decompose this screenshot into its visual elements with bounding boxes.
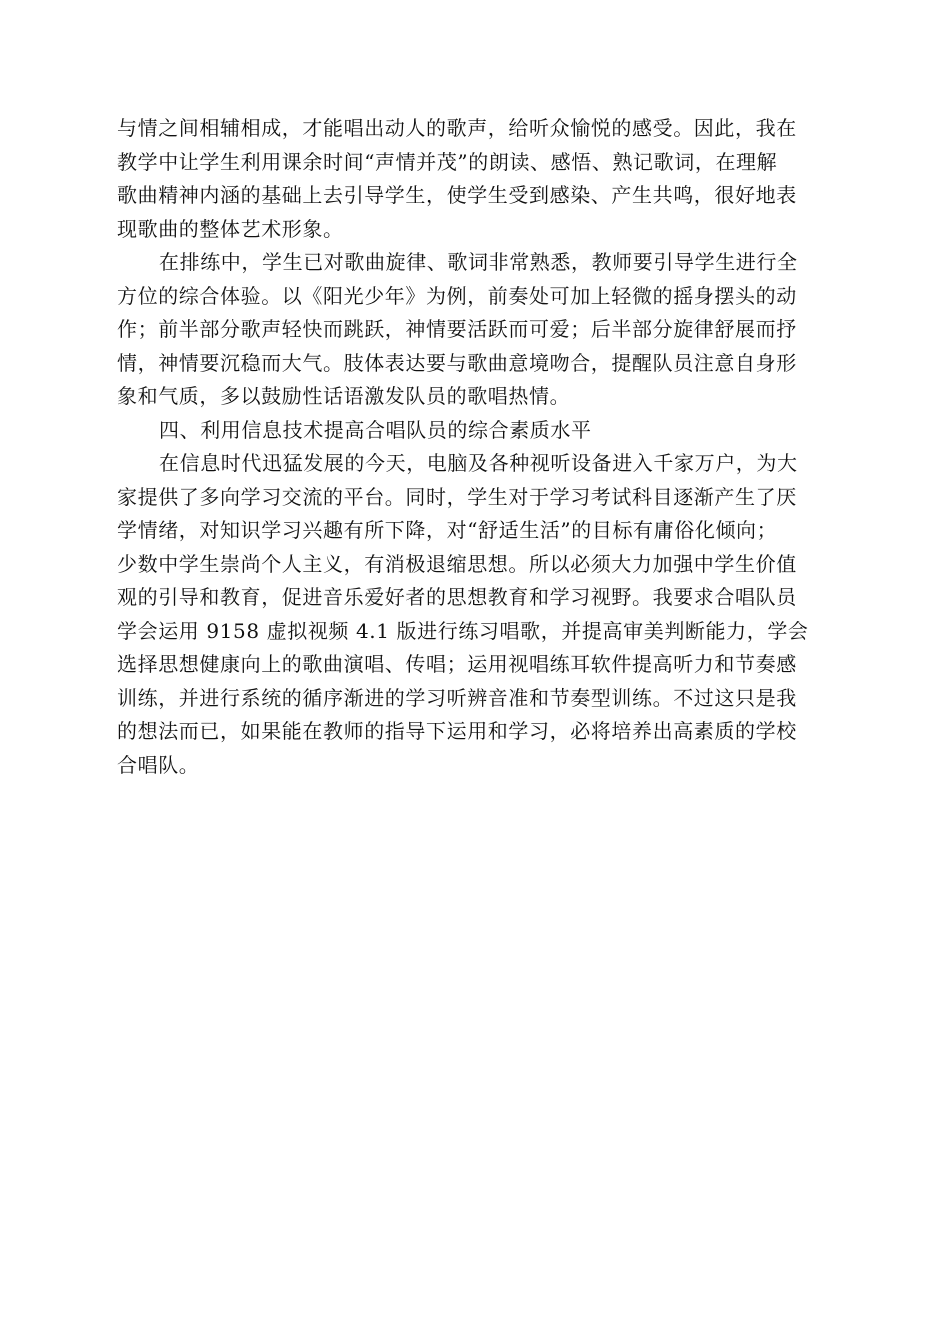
text-line: 观的引导和教育，促进音乐爱好者的思想教育和学习视野。我要求合唱队员: [117, 585, 797, 609]
paragraph-first-line: 在信息时代迅猛发展的今天，电脑及各种视听设备进入千家万户，为大: [159, 451, 798, 475]
text-line: 选择思想健康向上的歌曲演唱、传唱；运用视唱练耳软件提高听力和节奏感: [117, 652, 797, 676]
text-line: 歌曲精神内涵的基础上去引导学生，使学生受到感染、产生共鸣，很好地表: [117, 183, 797, 207]
text-line: 家提供了多向学习交流的平台。同时，学生对于学习考试科目逐渐产生了厌: [117, 484, 797, 509]
text-line: 训练，并进行系统的循序渐进的学习听辨音准和节奏型训练。不过这只是我: [117, 685, 797, 710]
document-page: [117, 112, 835, 782]
paragraph-first-line: 在排练中，学生已对歌曲旋律、歌词非常熟悉，教师要引导学生进行全: [159, 250, 798, 274]
text-line: 方位的综合体验。以《阳光少年》为例，前奏处可加上轻微的摇身摆头的动: [117, 283, 797, 308]
text-line: 情，神情要沉稳而大气。肢体表达要与歌曲意境吻合，提醒队员注意自身形: [117, 350, 797, 375]
text-line: 与情之间相辅相成，才能唱出动人的歌声，给听众愉悦的感受。因此，我在: [117, 116, 797, 140]
section-heading: 四、利用信息技术提高合唱队员的综合素质水平: [159, 417, 592, 442]
text-line: 少数中学生崇尚个人主义，有消极退缩思想。所以必须大力加强中学生价值: [117, 551, 797, 576]
text-line: 现歌曲的整体艺术形象。: [117, 216, 344, 241]
text-line: 学会运用 9158 虚拟视频 4.1 版进行练习唱歌，并提高审美判断能力，学会: [117, 618, 809, 643]
text-line: 学情绪，对知识学习兴趣有所下降，对“舒适生活”的目标有庸俗化倾向；: [117, 518, 778, 542]
text-line: 教学中让学生利用课余时间“声情并茂”的朗读、感悟、熟记歌词，在理解: [117, 149, 778, 174]
text-line: 的想法而已，如果能在教师的指导下运用和学习，必将培养出高素质的学校: [117, 719, 797, 743]
text-line: 象和气质，多以鼓励性话语激发队员的歌唱热情。: [117, 384, 571, 408]
text-line: 合唱队。: [117, 752, 200, 777]
text-line: 作；前半部分歌声轻快而跳跃，神情要活跃而可爱；后半部分旋律舒展而抒: [117, 317, 797, 341]
